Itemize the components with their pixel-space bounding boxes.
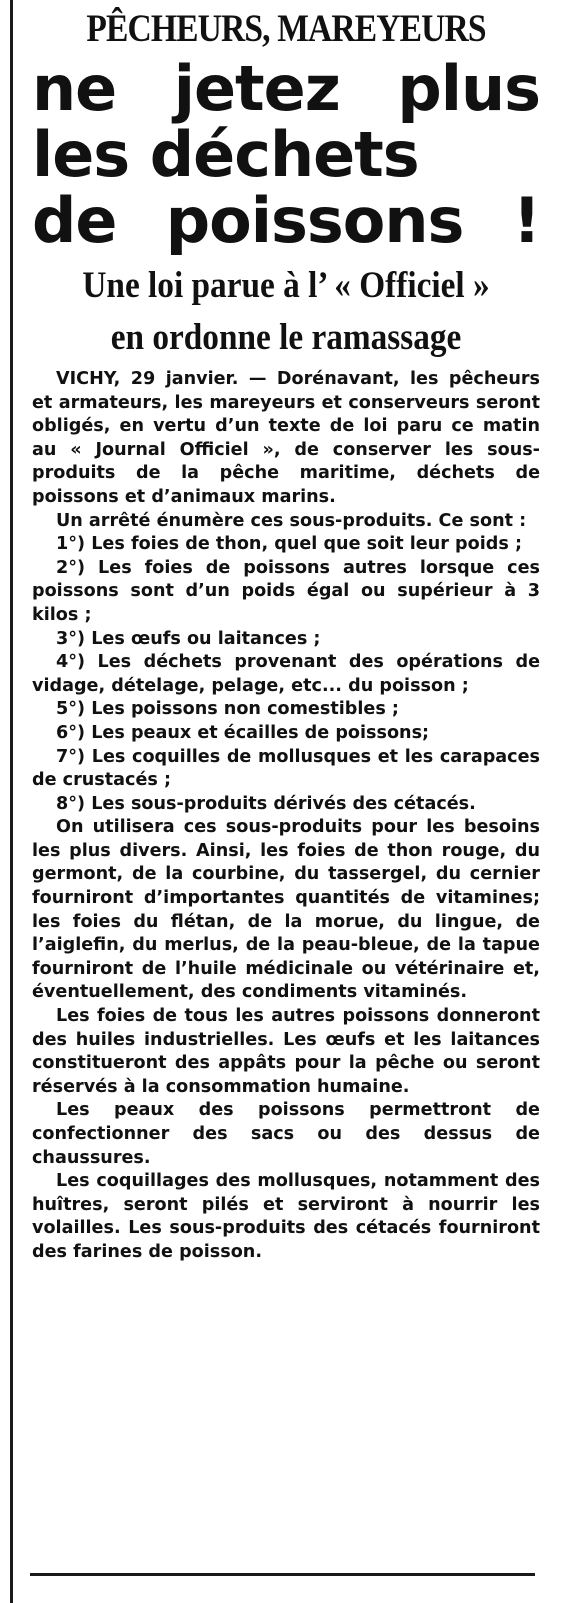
headline-line-3: de poissons ! bbox=[32, 184, 540, 257]
body-paragraph-skins: Les peaux des poissons permettront de confectionner des sacs ou des dessus de chaussures. bbox=[32, 1100, 540, 1168]
article-kicker: PÊCHEURS, MAREYEURS bbox=[86, 7, 486, 50]
list-item-3: 3°) Les œufs ou laitances ; bbox=[56, 628, 321, 649]
list-item-5: 5°) Les poissons non comestibles ; bbox=[56, 699, 399, 720]
headline-line-2: les déchets bbox=[32, 118, 419, 191]
list-item-1: 1°) Les foies de thon, quel que soit leur poids ; bbox=[56, 534, 522, 555]
body-paragraph-shells: Les coquillages des mollusques, notamment des huîtres, seront pilés et serviront à nourrir les volailles. Les sous-produits des cétacés fourniront des farines de poisson. bbox=[32, 1171, 540, 1262]
article-headline bbox=[32, 52, 540, 257]
headline-line-1: ne jetez plus bbox=[32, 52, 540, 125]
list-item-2: 2°) Les foies de poissons autres lorsque ces poissons sont d’un poids égal ou supérieur à 3 kilos ; bbox=[32, 557, 540, 625]
article-end-rule bbox=[30, 1573, 535, 1576]
article-body bbox=[32, 368, 540, 1265]
body-paragraph-uses: On utilisera ces sous-produits pour les besoins les plus divers. Ainsi, les foies de thon rouge, du germont, de la courbine, du tassergel, du cernier fourniront d’importantes quantités de vitamines; les foies du flétan, de la morue, du lingue, de l’aiglefin, du merlus, de la peau-bleue, de la tapue fourniront de l’huile médicinale ou vétérinaire et, éventuellement, des condiments vitaminés. bbox=[32, 817, 540, 1003]
body-paragraph-oils: Les foies de tous les autres poissons donneront des huiles industrielles. Les œufs et les laitances constitueront des appâts pour la pêche ou seront réservés à la consommation humaine. bbox=[32, 1006, 540, 1097]
list-item-6: 6°) Les peaux et écailles de poissons; bbox=[56, 722, 430, 743]
list-item-7: 7°) Les coquilles de mollusques et les carapaces de crustacés ; bbox=[32, 746, 540, 791]
column-rule-left bbox=[10, 0, 13, 1603]
article-column bbox=[32, 8, 540, 1265]
list-item-8: 8°) Les sous-produits dérivés des cétacés. bbox=[56, 793, 476, 814]
article-subhead-line-2: en ordonne le ramassage bbox=[110, 317, 462, 358]
article-subhead-line-1: Une loi parue à l’ « Officiel » bbox=[82, 265, 490, 306]
body-paragraph-dateline: VICHY, 29 janvier. — Dorénavant, les pêcheurs et armateurs, les mareyeurs et conserveurs seront obligés, en vertu d’un texte de loi paru ce matin au « Journal Officiel », de conserver les sous-produits de la pêche maritime, déchets de poissons et d’animaux marins. bbox=[32, 369, 540, 507]
body-paragraph-intro-list: Un arrêté énumère ces sous-produits. Ce sont : bbox=[56, 510, 527, 531]
list-item-4: 4°) Les déchets provenant des opérations de vidage, dételage, pelage, etc... du poisson ; bbox=[32, 652, 540, 696]
